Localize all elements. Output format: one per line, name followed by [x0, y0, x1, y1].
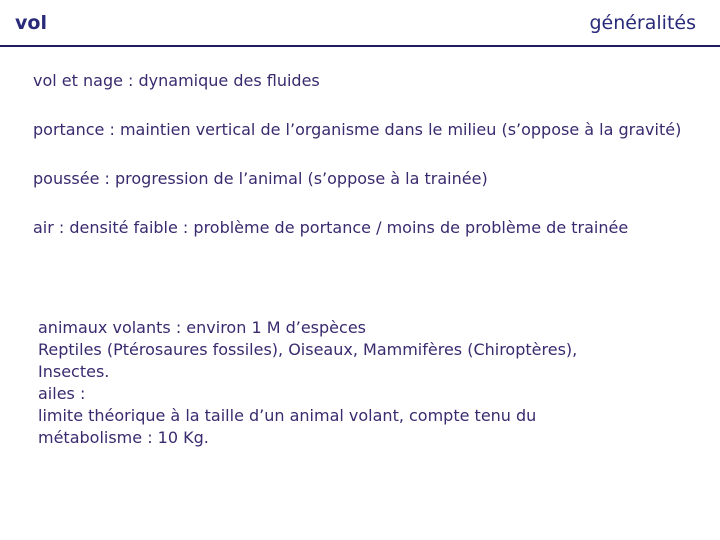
block-line: Insectes. — [38, 362, 110, 381]
paragraph-vol-et-nage: vol et nage : dynamique des fluides — [33, 71, 320, 90]
block-line: ailes : — [38, 384, 86, 403]
block-line: animaux volants : environ 1 M d’espèces — [38, 318, 366, 337]
slide-body — [33, 70, 693, 266]
paragraph-portance: portance : maintien vertical de l’organisme dans le milieu (s’oppose à la gravité) — [33, 120, 682, 139]
slide-title-right: généralités — [589, 12, 696, 34]
animaux-volants-block — [38, 317, 688, 449]
block-line: Reptiles (Ptérosaures fossiles), Oiseaux, Mammifères (Chiroptères), — [38, 340, 578, 359]
block-line: limite théorique à la taille d’un animal volant, compte tenu du — [38, 406, 537, 425]
slide-title-left: vol — [15, 12, 47, 34]
block-line: métabolisme : 10 Kg. — [38, 428, 209, 447]
paragraph-air: air : densité faible : problème de portance / moins de problème de trainée — [33, 218, 629, 237]
paragraph-poussee: poussée : progression de l’animal (s’oppose à la trainée) — [33, 169, 488, 188]
header-divider — [0, 45, 720, 47]
